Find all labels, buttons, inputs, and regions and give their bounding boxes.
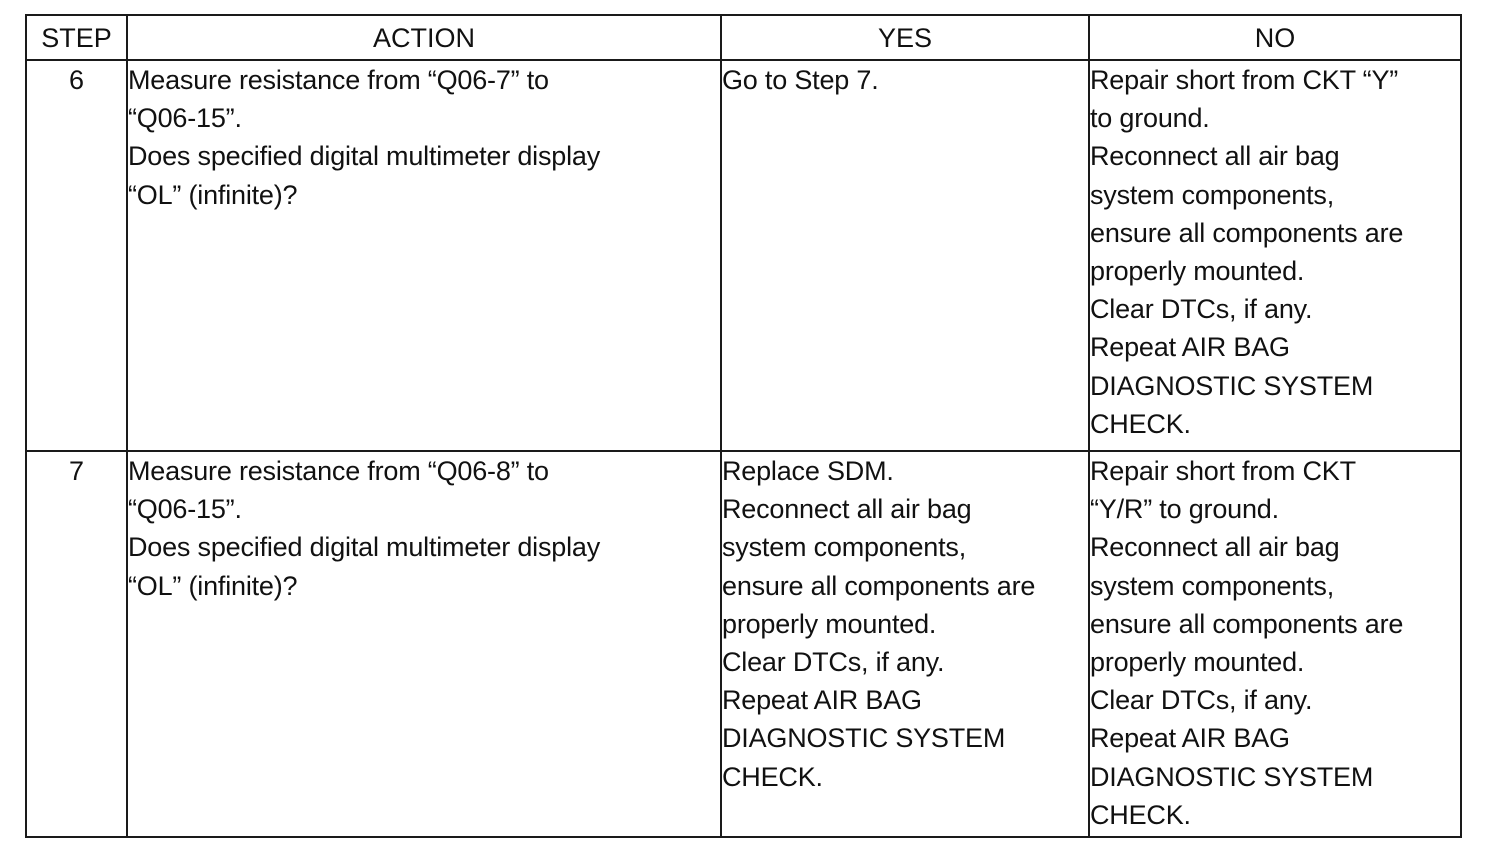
header-row xyxy=(26,15,1461,60)
no-line: properly mounted. xyxy=(1090,256,1305,287)
action-line: Does specified digital multimeter display xyxy=(128,141,601,172)
yes-line: system components, xyxy=(722,532,967,563)
yes-line: properly mounted. xyxy=(722,608,937,639)
yes-line: Replace SDM. xyxy=(722,456,894,486)
table-row xyxy=(26,451,1461,837)
header-yes: YES xyxy=(721,15,1089,60)
action-line: “OL” (infinite)? xyxy=(128,570,298,601)
action-line: “Q06-15”. xyxy=(128,103,242,134)
yes-cell xyxy=(721,451,1089,837)
header-step: STEP xyxy=(26,15,127,60)
no-line: Clear DTCs, if any. xyxy=(1090,685,1313,716)
no-line: CHECK. xyxy=(1090,799,1191,830)
action-line: Does specified digital multimeter display xyxy=(128,532,601,563)
yes-line: DIAGNOSTIC SYSTEM xyxy=(722,723,1006,754)
action-cell xyxy=(127,451,721,837)
step-number: 6 xyxy=(26,60,127,451)
yes-line: Clear DTCs, if any. xyxy=(722,647,945,678)
yes-line: Repeat AIR BAG xyxy=(722,685,922,716)
header-action: ACTION xyxy=(127,15,721,60)
no-line: system components, xyxy=(1090,179,1335,210)
no-line: to ground. xyxy=(1090,103,1210,134)
action-line: Measure resistance from “Q06-7” to xyxy=(128,65,549,95)
action-line: “Q06-15”. xyxy=(128,494,242,525)
yes-line: Go to Step 7. xyxy=(722,65,879,95)
action-cell xyxy=(127,60,721,451)
no-line: Reconnect all air bag xyxy=(1090,532,1340,563)
step-number: 7 xyxy=(26,451,127,837)
yes-line: CHECK. xyxy=(722,761,823,792)
no-line: ensure all components are xyxy=(1090,608,1404,639)
no-line: Clear DTCs, if any. xyxy=(1090,294,1313,325)
yes-line: ensure all components are xyxy=(722,570,1036,601)
no-line: CHECK. xyxy=(1090,408,1191,439)
no-line: Repeat AIR BAG xyxy=(1090,332,1290,363)
no-line: Repair short from CKT “Y” xyxy=(1090,65,1399,95)
yes-line: Reconnect all air bag xyxy=(722,494,972,525)
no-line: Repair short from CKT xyxy=(1090,456,1356,486)
no-line: Reconnect all air bag xyxy=(1090,141,1340,172)
no-line: DIAGNOSTIC SYSTEM xyxy=(1090,761,1374,792)
action-line: Measure resistance from “Q06-8” to xyxy=(128,456,549,486)
no-line: properly mounted. xyxy=(1090,647,1305,678)
no-line: Repeat AIR BAG xyxy=(1090,723,1290,754)
diagnostic-table xyxy=(25,14,1462,838)
header-no: NO xyxy=(1089,15,1461,60)
no-line: DIAGNOSTIC SYSTEM xyxy=(1090,370,1374,401)
table-row xyxy=(26,60,1461,451)
no-cell xyxy=(1089,60,1461,451)
no-line: “Y/R” to ground. xyxy=(1090,494,1279,525)
no-cell xyxy=(1089,451,1461,837)
no-line: system components, xyxy=(1090,570,1335,601)
action-line: “OL” (infinite)? xyxy=(128,179,298,210)
no-line: ensure all components are xyxy=(1090,217,1404,248)
yes-cell xyxy=(721,60,1089,451)
